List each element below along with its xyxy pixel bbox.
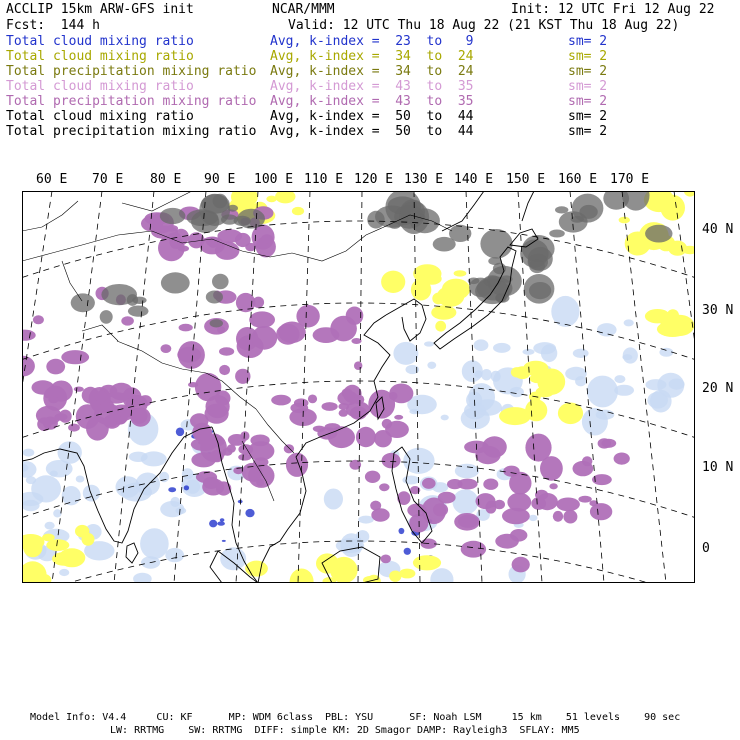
cloud-patch — [597, 323, 617, 336]
cloud-patch — [431, 305, 456, 320]
longitude-label: 120 E — [354, 172, 394, 187]
cloud-patch — [62, 486, 81, 505]
cloud-patch — [645, 225, 672, 243]
cloud-patch — [59, 569, 69, 576]
cloud-patch — [529, 259, 545, 273]
legend-avg: Avg, k-index = 43 to 35 — [270, 79, 474, 94]
legend-smoothing: sm= 2 — [568, 124, 608, 139]
cloud-patch — [549, 483, 557, 489]
cloud-patch — [184, 485, 189, 490]
latitude-label: 0 — [702, 541, 710, 556]
cloud-patch — [382, 453, 401, 468]
legend-avg: Avg, k-index = 34 to 24 — [270, 64, 474, 79]
init-time: Init: 12 UTC Fri 12 Aug 22 — [511, 2, 715, 17]
cloud-patch — [433, 503, 448, 516]
cloud-patch — [140, 528, 169, 559]
cloud-patch — [33, 315, 44, 324]
cloud-patch — [454, 270, 467, 276]
cloud-patch — [433, 237, 456, 252]
cloud-patch — [161, 344, 172, 353]
cloud-patch — [228, 434, 246, 446]
legend-field: Total precipitation mixing ratio — [6, 124, 257, 139]
longitude-label: 90 E — [204, 172, 236, 187]
cloud-patch — [624, 319, 634, 326]
cloud-patch — [493, 343, 511, 353]
cloud-patch — [427, 362, 436, 369]
cloud-patch — [474, 339, 489, 351]
cloud-patch — [95, 391, 108, 402]
legend-field: Total cloud mixing ratio — [6, 34, 194, 49]
cloud-patch — [59, 548, 86, 567]
cloud-patch — [533, 342, 556, 354]
cloud-patch — [165, 548, 184, 562]
cloud-patch — [23, 449, 35, 457]
cloud-patch — [587, 376, 618, 408]
cloud-patch — [529, 515, 538, 521]
cloud-patch — [565, 367, 587, 381]
cloud-patch — [179, 324, 193, 332]
cloud-patch — [121, 316, 134, 325]
cloud-patch — [381, 555, 391, 564]
cloud-patch — [442, 279, 470, 300]
cloud-patch — [61, 350, 89, 364]
cloud-patch — [354, 361, 362, 370]
longitude-label: 150 E — [506, 172, 546, 187]
legend-field: Total cloud mixing ratio — [6, 79, 194, 94]
cloud-patch — [582, 456, 592, 466]
cloud-patch — [107, 420, 117, 427]
cloud-patch — [404, 548, 411, 555]
cloud-patch — [141, 451, 167, 466]
cloud-patch — [210, 319, 223, 327]
cloud-patch — [481, 369, 492, 380]
longitude-label: 70 E — [92, 172, 124, 187]
cloud-patch — [313, 426, 326, 432]
cloud-patch — [457, 479, 477, 490]
model-info-line1: Model Info: V4.4 CU: KF MP: WDM 6class PBL: YSU SF: Noah LSM 15 km 51 levels 90 sec — [30, 712, 681, 723]
cloud-patch — [400, 200, 425, 225]
cloud-patch — [555, 206, 568, 213]
longitude-label: 80 E — [150, 172, 182, 187]
cloud-patch — [46, 359, 65, 375]
cloud-patch — [402, 476, 419, 485]
cloud-patch — [168, 487, 176, 492]
cloud-patch — [553, 511, 563, 522]
cloud-patch — [531, 497, 546, 510]
cloud-patch — [220, 518, 225, 522]
cloud-patch — [379, 483, 389, 491]
cloud-patch — [83, 485, 100, 502]
cloud-patch — [480, 229, 512, 259]
cloud-patch — [222, 540, 226, 542]
cloud-patch — [563, 510, 577, 524]
cloud-patch — [453, 489, 479, 514]
longitude-label: 140 E — [454, 172, 494, 187]
latitude-label: 30 N — [702, 303, 734, 318]
cloud-patch — [660, 195, 685, 221]
cloud-patch — [523, 349, 535, 355]
cloud-patch — [510, 529, 527, 542]
cloud-patch — [330, 557, 358, 583]
cloud-patch — [488, 257, 501, 265]
cloud-patch — [511, 367, 523, 377]
cloud-patch — [37, 417, 51, 431]
legend-field: Total cloud mixing ratio — [6, 49, 194, 64]
cloud-patch — [219, 347, 234, 355]
cloud-patch — [177, 347, 201, 363]
cloud-patch — [235, 233, 251, 247]
forecast-hour: Fcst: 144 h — [6, 18, 100, 33]
cloud-patch — [371, 508, 389, 521]
cloud-patch — [308, 395, 317, 404]
cloud-patch — [75, 525, 89, 538]
cloud-patch — [614, 453, 630, 465]
cloud-patch — [209, 520, 217, 528]
legend-avg: Avg, k-index = 43 to 35 — [270, 94, 474, 109]
cloud-patch — [525, 434, 551, 462]
legend-avg: Avg, k-index = 50 to 44 — [270, 124, 474, 139]
cloud-patch — [253, 297, 264, 308]
cloud-patch — [598, 438, 611, 448]
cloud-patch — [435, 321, 446, 332]
cloud-patch — [46, 539, 69, 551]
cloud-patch — [292, 207, 304, 215]
cloud-patch — [411, 279, 431, 301]
cloud-patch — [191, 211, 219, 233]
cloud-patch — [413, 555, 441, 570]
cloud-patch — [399, 569, 415, 579]
legend-avg: Avg, k-index = 23 to 9 — [270, 34, 474, 49]
cloud-patch — [645, 309, 670, 323]
legend-smoothing: sm= 2 — [568, 34, 608, 49]
cloud-patch — [284, 444, 294, 453]
cloud-patch — [290, 403, 308, 413]
cloud-patch — [249, 311, 275, 328]
cloud-patch — [236, 293, 256, 312]
cloud-patch — [188, 382, 198, 387]
cloud-patch — [578, 496, 591, 503]
cloud-patch — [68, 424, 80, 432]
cloud-patch — [399, 528, 405, 534]
cloud-patch — [397, 491, 410, 505]
cloud-patch — [365, 471, 380, 483]
cloud-patch — [356, 427, 376, 447]
cloud-patch — [680, 318, 691, 327]
cloud-patch — [50, 471, 58, 477]
cloud-patch — [176, 428, 184, 437]
latitude-label: 10 N — [702, 460, 734, 475]
cloud-patch — [245, 509, 254, 517]
cloud-patch — [132, 297, 146, 304]
cloud-patch — [340, 533, 362, 557]
legend-smoothing: sm= 2 — [568, 49, 608, 64]
cloud-patch — [212, 274, 229, 289]
longitude-label: 170 E — [610, 172, 650, 187]
cloud-patch — [556, 498, 580, 512]
cloud-patch — [393, 342, 418, 365]
model-title: ACCLIP 15km ARW-GFS init — [6, 2, 194, 17]
cloud-patch — [381, 271, 405, 293]
cloud-patch — [596, 410, 615, 420]
cloud-patch — [221, 214, 238, 224]
cloud-patch — [424, 341, 434, 346]
legend-smoothing: sm= 2 — [568, 79, 608, 94]
longitude-label: 160 E — [558, 172, 598, 187]
cloud-patch — [351, 338, 361, 344]
cloud-patch — [358, 516, 374, 524]
cloud-patch — [48, 396, 58, 403]
cloud-patch — [669, 379, 685, 390]
cloud-patch — [168, 232, 181, 242]
cloud-patch — [322, 402, 338, 411]
cloud-patch — [572, 194, 604, 223]
cloud-patch — [461, 541, 486, 558]
cloud-patch — [136, 473, 160, 496]
legend-field: Total precipitation mixing ratio — [6, 64, 257, 79]
cloud-patch — [249, 477, 259, 482]
cloud-patch — [195, 373, 221, 401]
cloud-patch — [382, 419, 392, 429]
cloud-patch — [346, 401, 370, 418]
cloud-patch — [71, 293, 95, 312]
cloud-patch — [441, 415, 449, 421]
cloud-patch — [330, 316, 357, 342]
cloud-patch — [76, 476, 85, 483]
cloud-patch — [507, 493, 531, 512]
cloud-patch — [206, 291, 223, 304]
cloud-patch — [31, 475, 61, 502]
cloud-patch — [261, 234, 273, 243]
legend-avg: Avg, k-index = 34 to 24 — [270, 49, 474, 64]
cloud-patch — [23, 537, 42, 557]
cloud-patch — [328, 426, 355, 448]
cloud-patch — [100, 310, 113, 324]
legend-field: Total precipitation mixing ratio — [6, 94, 257, 109]
cloud-patch — [161, 272, 190, 293]
longitude-label: 130 E — [404, 172, 444, 187]
organization-label: NCAR/MMM — [272, 2, 335, 17]
cloud-patch — [45, 522, 55, 530]
cloud-patch — [614, 375, 625, 383]
cloud-patch — [191, 452, 215, 467]
cloud-patch — [368, 390, 395, 419]
model-info-line2: LW: RRTMG SW: RRTMG DIFF: simple KM: 2D Smagor DAMP: Rayleigh3 SFLAY: MM5 — [110, 725, 580, 736]
cloud-patch — [646, 379, 667, 390]
cloud-patch — [458, 515, 478, 528]
cloud-patch — [438, 492, 456, 504]
cloud-patch — [101, 284, 137, 305]
longitude-label: 100 E — [254, 172, 294, 187]
cloud-patch — [432, 293, 444, 305]
cloud-patch — [494, 500, 505, 510]
longitude-label: 60 E — [36, 172, 68, 187]
longitude-label: 110 E — [304, 172, 344, 187]
cloud-patch — [219, 365, 230, 375]
cloud-patch — [512, 557, 530, 573]
cloud-patch — [529, 282, 551, 299]
cloud-patch — [619, 217, 630, 224]
cloud-patch — [217, 521, 225, 525]
map-panel — [22, 191, 695, 583]
cloud-patch — [549, 230, 565, 238]
cloud-patch — [130, 408, 150, 427]
cloud-patch — [623, 347, 638, 363]
legend-field: Total cloud mixing ratio — [6, 109, 194, 124]
cloud-patch — [278, 322, 306, 344]
latitude-label: 20 N — [702, 381, 734, 396]
cloud-patch — [220, 547, 246, 570]
cloud-patch — [573, 349, 589, 358]
cloud-patch — [394, 415, 403, 420]
cloud-patch — [266, 196, 277, 203]
cloud-patch — [650, 390, 672, 413]
cloud-patch — [222, 448, 232, 456]
cloud-patch — [105, 392, 127, 403]
legend-smoothing: sm= 2 — [568, 109, 608, 124]
cloud-patch — [216, 481, 231, 495]
cloud-patch — [46, 460, 73, 477]
cloud-patch — [271, 395, 291, 406]
legend-smoothing: sm= 2 — [568, 94, 608, 109]
cloud-patch — [160, 208, 186, 224]
cloud-patch — [422, 478, 436, 489]
cloud-patch — [499, 407, 531, 425]
cloud-patch — [462, 360, 483, 382]
cloud-patch — [128, 306, 149, 317]
cloud-patch — [324, 489, 343, 510]
cloud-patch — [523, 361, 548, 376]
cloud-patch — [86, 416, 109, 441]
latitude-label: 40 N — [702, 222, 734, 237]
cloud-patch — [509, 472, 531, 495]
cloud-patch — [53, 509, 61, 517]
legend-smoothing: sm= 2 — [568, 64, 608, 79]
legend-avg: Avg, k-index = 50 to 44 — [270, 109, 474, 124]
cloud-patch — [590, 503, 612, 520]
valid-time: Valid: 12 UTC Thu 18 Aug 22 (21 KST Thu 18 Aug 22) — [288, 18, 680, 33]
cloud-patch — [483, 479, 498, 490]
cloud-patch — [252, 326, 278, 350]
cloud-patch — [74, 387, 84, 392]
